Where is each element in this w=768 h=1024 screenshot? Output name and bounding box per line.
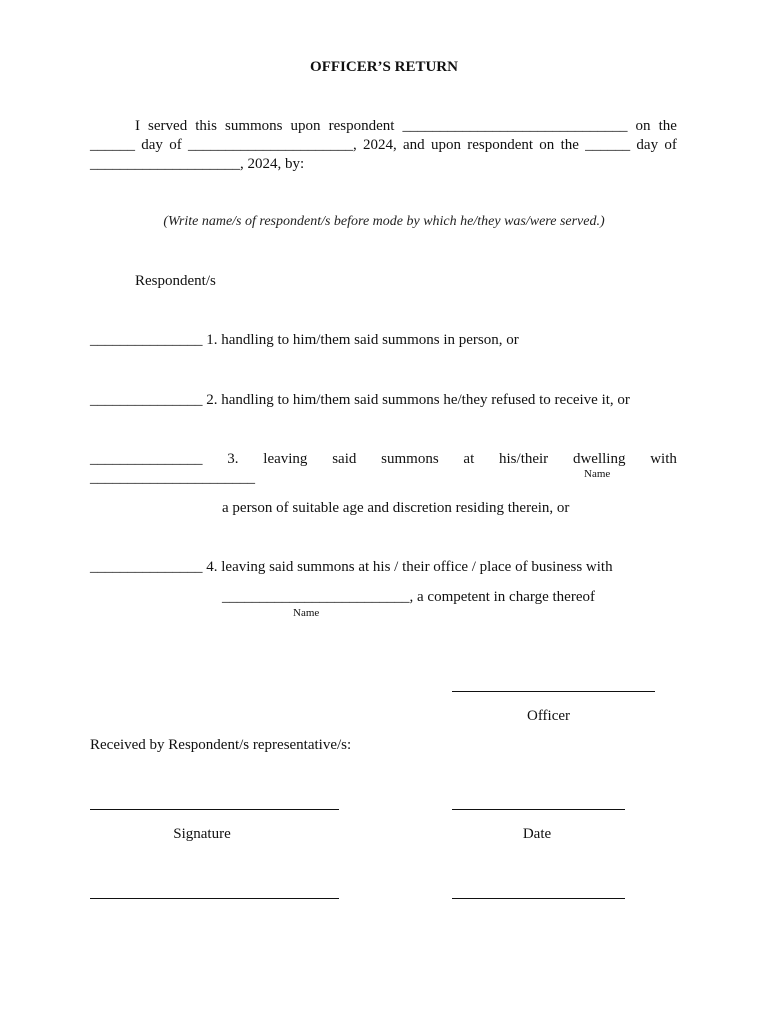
date-line-2[interactable] (452, 898, 625, 899)
mode-3-continuation: a person of suitable age and discretion residing therein, or (222, 500, 570, 516)
day-blank-2[interactable]: ______ (585, 137, 631, 153)
officer-signature-line[interactable] (452, 691, 655, 692)
mode-1-line: _______________ 1. handling to him/them said summons in person, or (90, 332, 519, 348)
mode-3-blank[interactable]: _______________ (90, 451, 203, 467)
mode-3-name-blank[interactable]: ______________________ (90, 470, 255, 486)
paragraph-line-1: I served this summons upon respondent ______________________________ on the (135, 118, 677, 134)
respondents-label: Respondent/s (135, 273, 216, 289)
month-blank-1[interactable]: ______________________, (187, 137, 357, 153)
mode-4-continuation: _________________________, a competent in charge thereof (222, 589, 595, 605)
signature-line-2[interactable] (90, 898, 339, 899)
received-by-label: Received by Respondent/s representative/s: (90, 737, 352, 753)
date-line-1[interactable] (452, 809, 625, 810)
paragraph-line-2: ______ day of ______________________, 2024, and upon respondent on the ______ day of (90, 137, 677, 153)
paragraph-line-3: ____________________, 2024, by: (90, 156, 305, 172)
respondent-blank[interactable]: ______________________________ (402, 118, 628, 134)
mode-4-name-caption: Name (293, 607, 320, 619)
page-title: OFFICER’S RETURN (310, 59, 458, 75)
mode-2-line: _______________ 2. handling to him/them said summons he/they refused to receive it, or (90, 392, 630, 408)
signature-line-1[interactable] (90, 809, 339, 810)
mode-3-name-caption: Name (584, 468, 611, 480)
mode-3-line: _______________ 3. leaving said summons at his/their dwelling with (90, 451, 677, 467)
officer-label: Officer (526, 708, 571, 724)
signature-label: Signature (173, 826, 231, 842)
instruction-note: (Write name/s of respondent/s before mode by which he/they was/were served.) (163, 214, 605, 229)
date-label: Date (522, 826, 552, 842)
day-blank-1[interactable]: ______ (90, 137, 135, 153)
mode-4-line: _______________ 4. leaving said summons at his / their office / place of business with (90, 559, 613, 575)
